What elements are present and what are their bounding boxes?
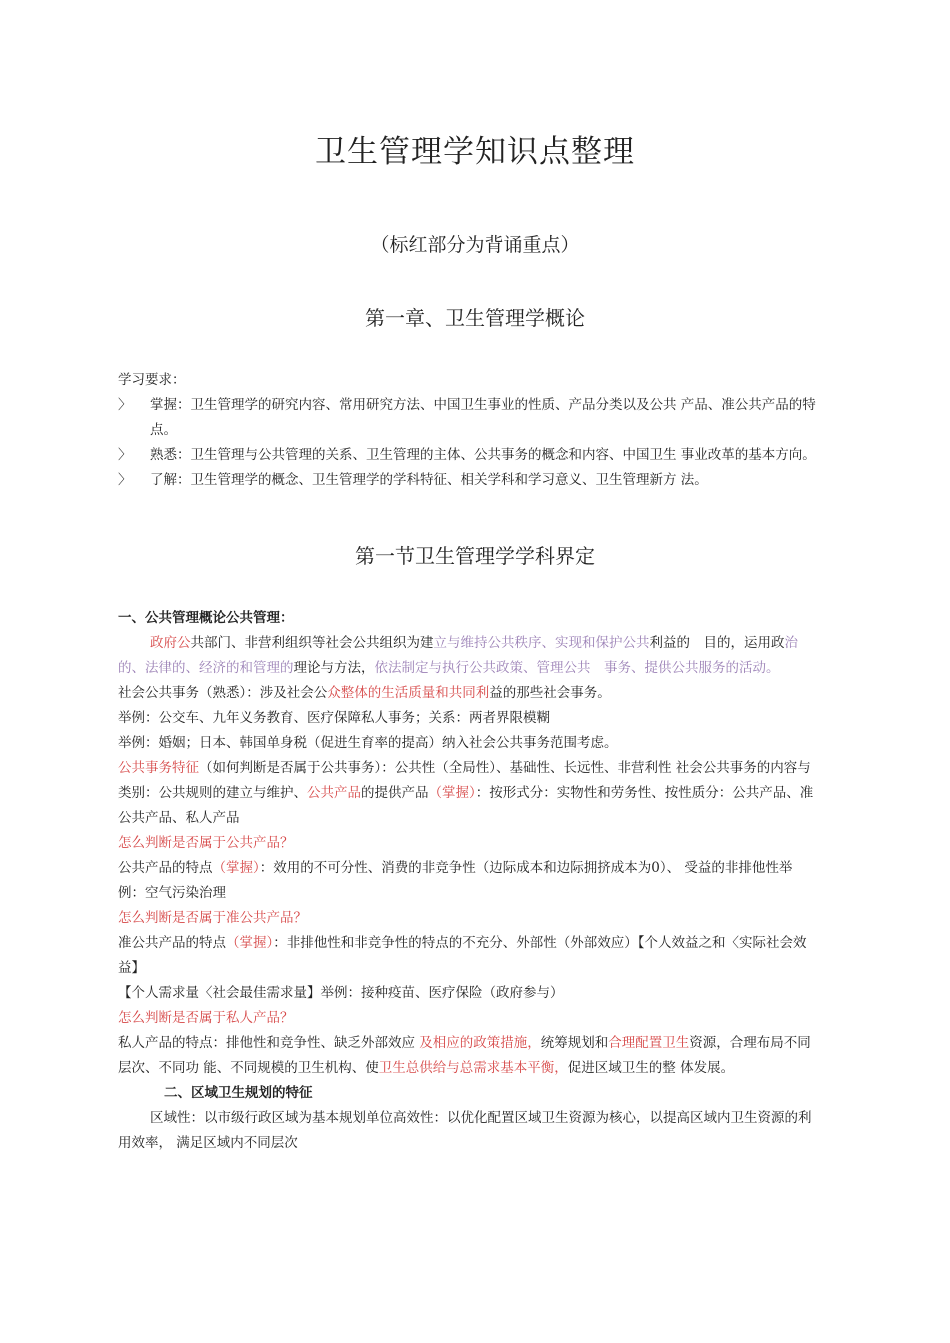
chevron-right-icon: 〉	[118, 472, 132, 488]
chapter-heading: 第一章、卫生管理学概论	[365, 306, 585, 330]
chevron-right-icon: 〉	[118, 447, 132, 463]
requirement-text: 熟悉：卫生管理与公共管理的关系、卫生管理的主体、公共事务的概念和内容、中国卫生 事业改革的基本方向。	[150, 447, 816, 463]
document-title: 卫生管理学知识点整理	[315, 134, 635, 170]
learning-requirements	[118, 368, 818, 493]
paragraph-quasi-public-product-features: 准公共产品的特点（掌握）：非排他性和非竞争性的特点的不充分、外部性（外部效应）【个人效益之和〈实际社会效益】	[118, 935, 807, 976]
requirement-text: 了解：卫生管理学的概念、卫生管理学的学科特征、相关学科和学习意义、卫生管理新方 法。	[150, 472, 708, 488]
paragraph-demand: 【个人需求量〈社会最佳需求量】举例：接种疫苗、医疗保险（政府参与）	[118, 985, 564, 1001]
chevron-right-icon: 〉	[118, 397, 132, 413]
subsection-heading: 一、公共管理概论公共管理：	[118, 610, 294, 626]
paragraph-private-product-features: 私人产品的特点：排他性和竞争性、缺乏外部效应 及相应的政策措施，统筹规划和合理配置卫生资源，合理布局不同层次、不同功 能、不同规模的卫生机构、使卫生总供给与总需求基本平衡，促进区域卫生的整 体发展。	[118, 1035, 811, 1076]
question-private-product: 怎么判断是否属于私人产品？	[118, 1010, 294, 1026]
document-subtitle: （标红部分为背诵重点）	[370, 234, 580, 256]
paragraph-public-management: 政府公共部门、非营利组织等社会公共组织为建立与维持公共秩序、实现和保护公共利益的 目的，运用政治的、法律的、经济的和管理的理论与方法，依法制定与执行公共政策、管理公共 事务、提供公共服务的活动。	[118, 635, 798, 676]
requirements-label: 学习要求：	[118, 372, 186, 388]
section-body	[118, 606, 818, 1156]
paragraph-public-affairs: 社会公共事务（熟悉）：涉及社会公众整体的生活质量和共同利益的那些社会事务。	[118, 685, 611, 701]
requirement-item	[118, 393, 818, 443]
paragraph-example-2: 举例：婚姻；日本、韩国单身税（促进生育率的提高）纳入社会公共事务范围考虑。	[118, 735, 618, 751]
question-quasi-public-product: 怎么判断是否属于准公共产品？	[118, 910, 307, 926]
requirement-text: 掌握：卫生管理学的研究内容、常用研究方法、中国卫生事业的性质、产品分类以及公共 产品、准公共产品的特点。	[150, 397, 816, 438]
paragraph-regional-features: 区域性：以市级行政区域为基本规划单位高效性：以优化配置区域卫生资源为核心，以提高区域内卫生资源的利用效率， 满足区域内不同层次	[118, 1110, 812, 1151]
paragraph-example-1: 举例：公交车、九年义务教育、医疗保障私人事务；关系：两者界限模糊	[118, 710, 550, 726]
section-heading: 第一节卫生管理学学科界定	[355, 544, 595, 568]
requirement-item	[118, 443, 818, 468]
subsection-heading-2: 二、区域卫生规划的特征	[164, 1085, 313, 1101]
requirement-item	[118, 468, 818, 493]
paragraph-public-product-features: 公共产品的特点（掌握）：效用的不可分性、消费的非竞争性（边际成本和边际拥挤成本为0）、 受益的非排他性举例：空气污染治理	[118, 860, 793, 901]
question-public-product: 怎么判断是否属于公共产品？	[118, 835, 294, 851]
paragraph-public-affairs-features: 公共事务特征（如何判断是否属于公共事务）：公共性（全局性）、基础性、长远性、非营利性 社会公共事务的内容与类别：公共规则的建立与维护、公共产品的提供产品（掌握）：按形式分：实物性和劳务性、按性质分：公共产品、准公共产品、私人产品	[118, 760, 814, 826]
